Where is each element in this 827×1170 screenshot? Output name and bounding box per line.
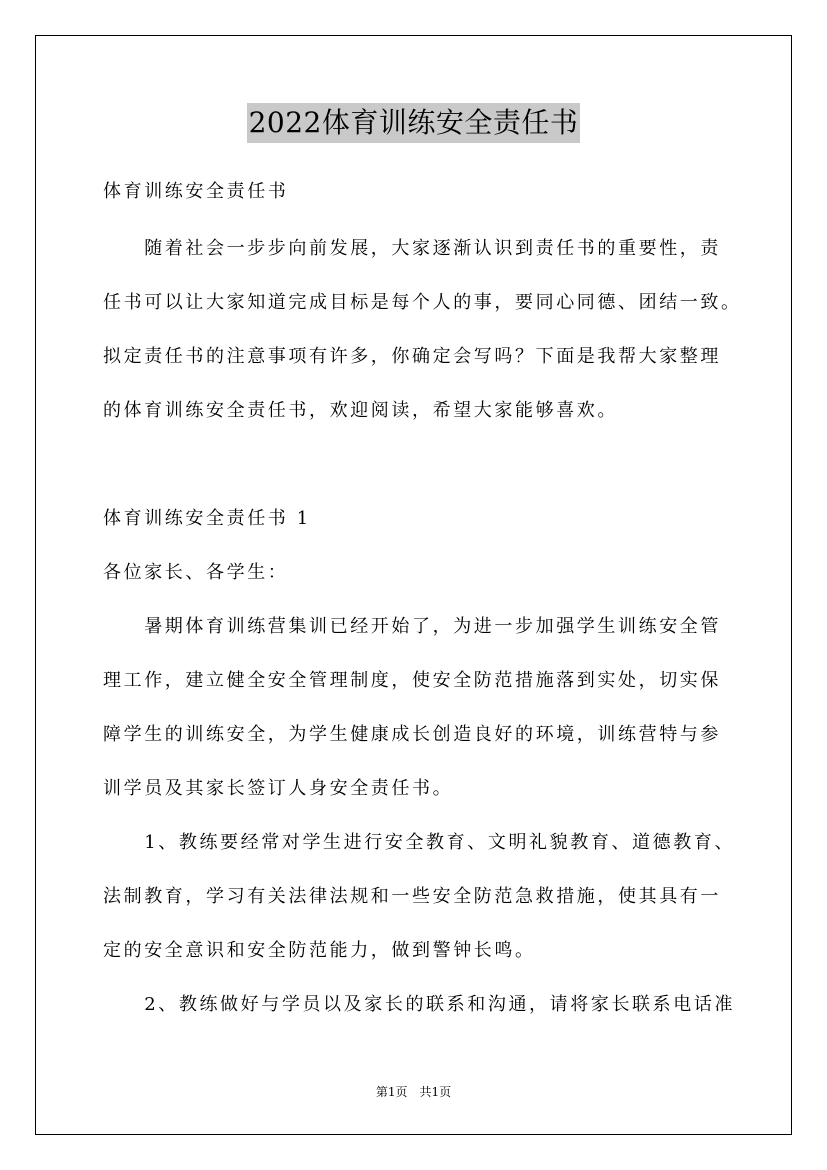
paragraph-line: 1、教练要经常对学生进行安全教育、文明礼貌教育、道德教育、	[103, 832, 736, 853]
paragraph-line: 拟定责任书的注意事项有许多，你确定会写吗？下面是我帮大家整理	[103, 346, 721, 367]
page-footer: 第1页 共1页	[375, 1085, 452, 1099]
title-container	[0, 103, 827, 143]
section-heading: 体育训练安全责任书 1	[103, 508, 311, 529]
paragraph-line: 随着社会一步步向前发展，大家逐渐认识到责任书的重要性，责	[103, 238, 721, 259]
paragraph-line: 任书可以让大家知道完成目标是每个人的事，要同心同德、团结一致。	[103, 292, 742, 313]
paragraph-line: 2、教练做好与学员以及家长的联系和沟通，请将家长联系电话准	[103, 994, 736, 1015]
paragraph-line: 定的安全意识和安全防范能力，做到警钟长鸣。	[103, 940, 536, 961]
paragraph-line: 暑期体育训练营集训已经开始了，为进一步加强学生训练安全管	[103, 616, 721, 637]
paragraph-line: 理工作，建立健全安全管理制度，使安全防范措施落到实处，切实保	[103, 670, 721, 691]
subtitle: 体育训练安全责任书	[103, 181, 289, 202]
paragraph-line: 训学员及其家长签订人身安全责任书。	[103, 778, 454, 799]
paragraph-line: 障学生的训练安全，为学生健康成长创造良好的环境，训练营特与参	[103, 724, 721, 745]
paragraph-line: 的体育训练安全责任书，欢迎阅读，希望大家能够喜欢。	[103, 400, 618, 421]
paragraph-line: 法制教育，学习有关法律法规和一些安全防范急救措施，使其具有一	[103, 886, 721, 907]
document-title: 2022体育训练安全责任书	[247, 103, 581, 143]
salutation: 各位家长、各学生：	[103, 562, 289, 583]
